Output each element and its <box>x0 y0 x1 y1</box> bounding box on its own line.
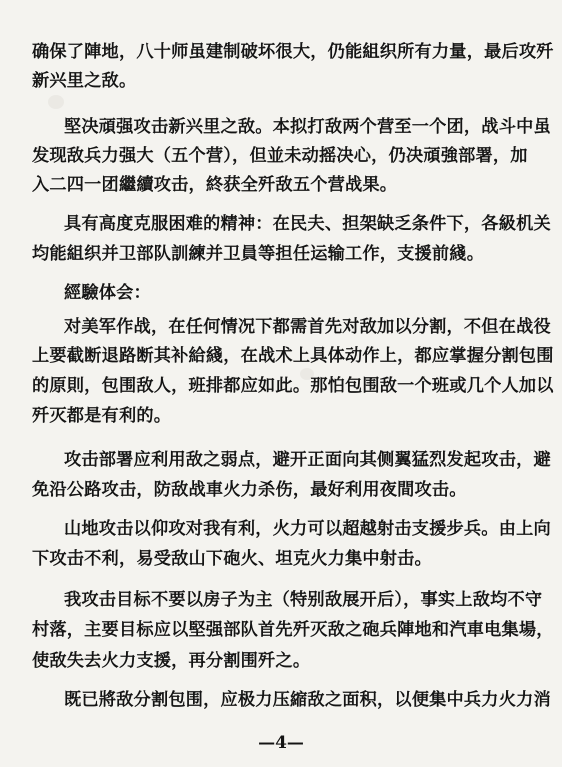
scan-smudge <box>48 95 64 109</box>
text-line-16: 下攻击不利，易受敌山下砲火、坦克火力集中射击。 <box>32 549 432 569</box>
text-line-14: 免沿公路攻击，防敌战車火力杀伤，最好利用夜間攻击。 <box>32 480 467 500</box>
text-line-8: 經驗体会： <box>64 283 151 303</box>
text-line-6: 具有高度克服困难的精神：在民夫、担架缺乏条件下，各級机关 <box>64 214 551 234</box>
text-line-15: 山地攻击以仰攻对我有利，火力可以超越射击支援步兵。由上向 <box>64 519 551 539</box>
text-line-20: 既已將敌分割包围，应极力压縮敌之面积，以便集中兵力火力消 <box>64 690 551 710</box>
page-number: —4— <box>258 733 304 753</box>
text-line-5: 入二四一团繼續攻击，終获全歼敌五个营战果。 <box>32 175 398 195</box>
text-line-2: 新兴里之敌。 <box>32 71 137 91</box>
text-line-18: 村落，主要目标应以堅强部队首先歼灭敌之砲兵陣地和汽車电集場， <box>32 620 554 640</box>
text-line-19: 使敌失去火力支援，再分割围歼之。 <box>32 651 311 671</box>
text-line-17: 我攻击目标不要以房子为主（特别敌展开后），事实上敌均不守 <box>64 590 543 610</box>
text-line-1: 确保了陣地，八十师虽建制破坏很大，仍能組织所有力量，最后攻歼 <box>32 42 554 62</box>
text-line-11: 的原則，包围敌人，班排都应如此。那怕包围敌一个班或几个人加以 <box>32 376 554 396</box>
text-line-13: 攻击部署应利用敌之弱点，避开正面向其侧翼猛烈发起攻击，避 <box>64 450 551 470</box>
text-line-10: 上要截断退路断其补給綫，在战术上具体动作上，都应掌握分割包围 <box>32 346 554 366</box>
text-line-12: 歼灭都是有利的。 <box>32 406 172 426</box>
text-line-4: 发现敌兵力强大（五个营），但並未动摇决心，仍决頑強部署，加 <box>32 146 528 166</box>
text-line-3: 堅决頑强攻击新兴里之敌。本拟打敌两个营至一个团，战斗中虽 <box>64 117 551 137</box>
text-line-9: 对美军作战，在任何情况下都需首先对敌加以分割，不但在战役 <box>64 317 551 337</box>
text-line-7: 均能組织并卫部队訓練并卫員等担任运输工作，支援前綫。 <box>32 244 485 264</box>
